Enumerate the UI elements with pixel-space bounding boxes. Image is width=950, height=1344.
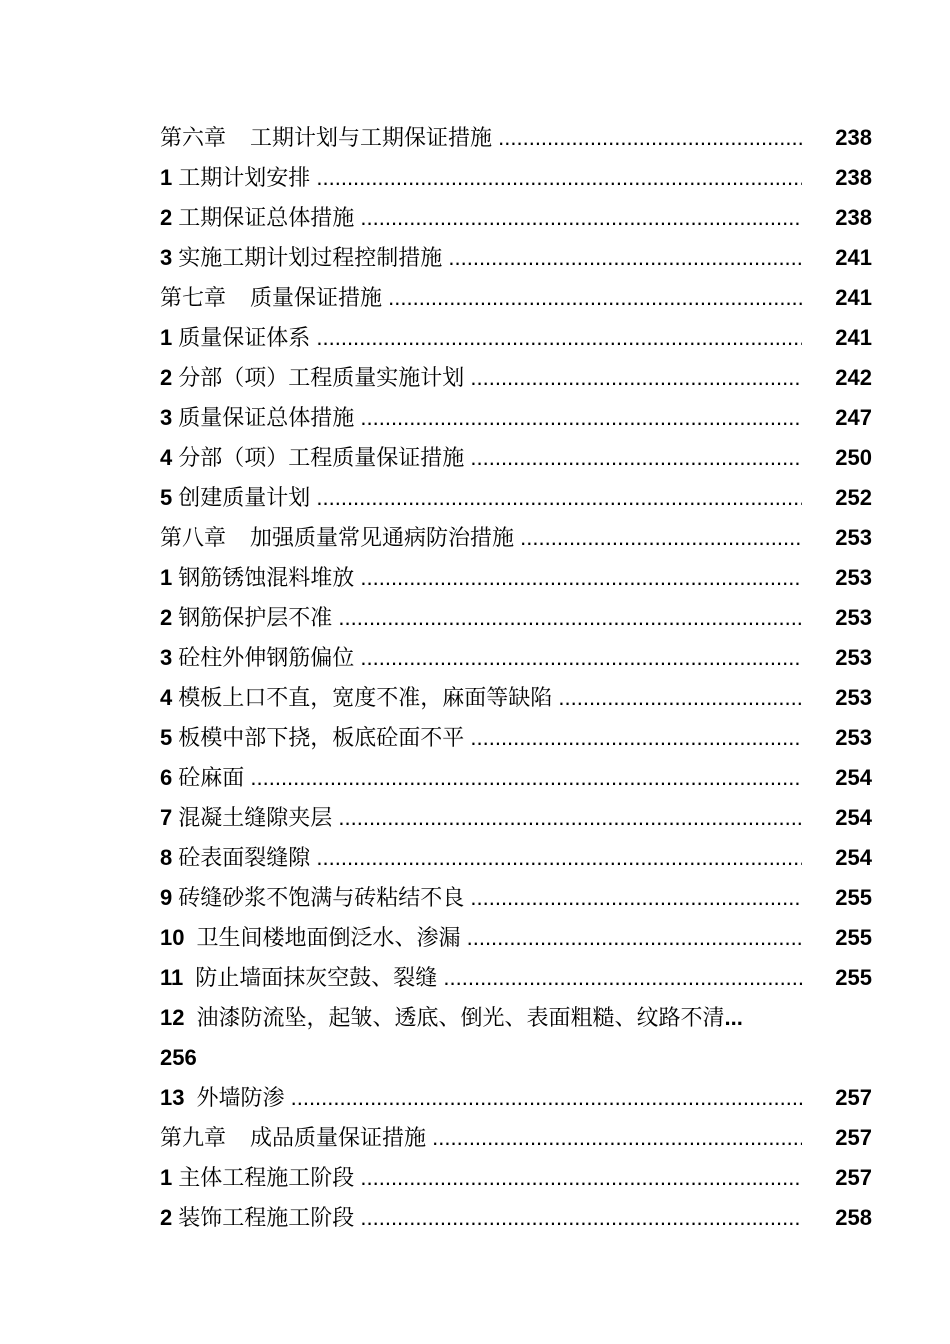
toc-entry-title: [160, 598, 802, 639]
toc-entry-title: [160, 158, 802, 199]
toc-entry-number: 3: [160, 405, 173, 430]
toc-entry-page: 257: [835, 1125, 872, 1150]
toc-leader: [160, 606, 802, 631]
toc-entry-page: 253: [835, 605, 872, 630]
toc-entry-name: 工期计划安排: [178, 166, 311, 191]
toc-entry[interactable]: [160, 838, 872, 878]
toc-entry-page: 242: [835, 365, 872, 390]
toc-entry-name: 外墙防渗: [196, 1086, 285, 1111]
toc-leader: [160, 646, 802, 671]
toc-entry-title: [160, 958, 802, 999]
toc-entry[interactable]: [160, 398, 872, 438]
toc-entry-title: [160, 118, 802, 159]
toc-entry-name: 主体工程施工阶段: [178, 1166, 355, 1191]
toc-entry[interactable]: [160, 638, 872, 678]
toc-entry-number: 4: [160, 445, 173, 470]
toc-entry-title: [160, 198, 802, 239]
toc-entry[interactable]: [160, 1078, 872, 1118]
toc-leader: [160, 366, 802, 391]
toc-entry-continuation: [160, 1038, 872, 1078]
toc-entry[interactable]: [160, 1158, 872, 1198]
toc-entry-page: 241: [835, 325, 872, 350]
toc-entry[interactable]: [160, 438, 872, 478]
toc-entry-number: 1: [160, 325, 173, 350]
toc-entry-title: [160, 478, 802, 519]
toc-entry-title: [160, 318, 802, 359]
toc-entry-name: 钢筋锈蚀混料堆放: [178, 566, 355, 591]
toc-entry[interactable]: [160, 958, 872, 998]
toc-entry-title: [160, 1078, 802, 1119]
toc-leader: [160, 886, 802, 911]
toc-chapter-name: 成品质量保证措施: [250, 1126, 427, 1151]
toc-entry[interactable]: [160, 998, 872, 1038]
toc-entry-page: 255: [835, 965, 872, 990]
toc-leader: [160, 846, 802, 871]
toc-entry-page: 253: [835, 565, 872, 590]
toc-entry-name: 板模中部下挠，板底砼面不平: [178, 726, 465, 751]
table-of-contents: [160, 118, 872, 1238]
toc-leader: [160, 126, 802, 151]
toc-entry[interactable]: [160, 1198, 872, 1238]
toc-entry-name: 实施工期计划过程控制措施: [178, 246, 443, 271]
toc-entry-title: [160, 758, 802, 799]
toc-entry-title: [160, 398, 802, 439]
toc-leader: [160, 286, 802, 311]
toc-entry-name: 砼表面裂缝隙: [178, 846, 311, 871]
toc-entry-number: 1: [160, 565, 173, 590]
toc-entry-number: 2: [160, 1205, 173, 1230]
toc-entry-name: 砼麻面: [178, 766, 245, 791]
toc-entry-page: 247: [835, 405, 872, 430]
toc-entry-title: [160, 1118, 802, 1159]
toc-entry-page: 252: [835, 485, 872, 510]
toc-entry-title: [160, 1158, 802, 1199]
toc-entry-number: 2: [160, 205, 173, 230]
toc-entry-number: 1: [160, 165, 173, 190]
toc-entry[interactable]: [160, 478, 872, 518]
toc-entry[interactable]: [160, 798, 872, 838]
toc-chapter[interactable]: [160, 278, 872, 318]
toc-entry-number: 6: [160, 765, 173, 790]
toc-chapter[interactable]: [160, 118, 872, 158]
toc-leader: [160, 206, 802, 231]
toc-entry-title: [160, 518, 802, 559]
toc-entry-name: 钢筋保护层不准: [178, 606, 333, 631]
toc-entry-number: 1: [160, 1165, 173, 1190]
toc-entry-number: 10: [160, 925, 185, 950]
toc-entry-title: [160, 438, 802, 479]
toc-leader: [160, 246, 802, 271]
toc-entry-page: 254: [835, 805, 872, 830]
toc-entry-name: 模板上口不直，宽度不准，麻面等缺陷: [178, 686, 553, 711]
toc-entry[interactable]: [160, 238, 872, 278]
toc-leader: [160, 1126, 802, 1151]
toc-entry-page: 253: [835, 685, 872, 710]
toc-entry-title: [160, 278, 802, 319]
toc-entry[interactable]: [160, 718, 872, 758]
toc-entry-title: [160, 358, 802, 399]
toc-entry-page: 257: [835, 1085, 872, 1110]
toc-leader: [160, 726, 802, 751]
toc-leader: [160, 486, 802, 511]
toc-chapter-label: 第七章: [160, 286, 227, 311]
toc-entry-name: 油漆防流坠，起皱、透底、倒光、表面粗糙、纹路不清: [196, 1006, 725, 1031]
toc-entry-title: [160, 798, 802, 839]
toc-entry-page: 255: [835, 925, 872, 950]
toc-entry-name: 质量保证总体措施: [178, 406, 355, 431]
toc-entry[interactable]: [160, 918, 872, 958]
toc-entry-number: 11: [160, 965, 184, 990]
toc-entry-number: 3: [160, 645, 173, 670]
toc-entry-page: 254: [835, 765, 872, 790]
toc-entry-title: [160, 718, 802, 759]
toc-entry-title: [160, 838, 802, 879]
toc-entry-number: 12: [160, 1005, 185, 1030]
toc-entry[interactable]: [160, 758, 872, 798]
toc-entry-name: 卫生间楼地面倒泛水、渗漏: [196, 926, 461, 951]
toc-chapter-name: 质量保证措施: [250, 286, 383, 311]
toc-chapter[interactable]: [160, 1118, 872, 1158]
toc-leader: [160, 526, 802, 551]
toc-chapter-label: 第六章: [160, 126, 227, 151]
toc-entry-page: 238: [835, 205, 872, 230]
toc-entry[interactable]: [160, 198, 872, 238]
toc-entry-title: [160, 638, 802, 679]
toc-entry-number: 8: [160, 845, 173, 870]
toc-leader: [160, 806, 802, 831]
toc-entry-number: 4: [160, 685, 173, 710]
toc-leader: [160, 966, 802, 991]
toc-leader: [160, 766, 802, 791]
toc-entry-title: [160, 918, 802, 959]
toc-chapter-name: 加强质量常见通病防治措施: [250, 526, 515, 551]
toc-entry-name: 混凝土缝隙夹层: [178, 806, 333, 831]
toc-entry[interactable]: [160, 598, 872, 638]
toc-chapter[interactable]: [160, 518, 872, 558]
toc-entry-page: 253: [835, 645, 872, 670]
toc-leader: [160, 1086, 802, 1111]
toc-entry-ellipsis: ...: [724, 1005, 743, 1030]
toc-entry-number: 9: [160, 885, 173, 910]
toc-chapter-label: 第八章: [160, 526, 227, 551]
toc-leader: [160, 326, 802, 351]
toc-entry-number: 2: [160, 365, 173, 390]
toc-entry[interactable]: [160, 318, 872, 358]
toc-entry-page: 238: [835, 125, 872, 150]
toc-leader: [160, 446, 802, 471]
toc-entry[interactable]: [160, 558, 872, 598]
toc-entry-name: 质量保证体系: [178, 326, 311, 351]
toc-entry-title: [160, 678, 802, 719]
toc-entry-number: 7: [160, 805, 173, 830]
toc-chapter-name: 工期计划与工期保证措施: [250, 126, 493, 151]
toc-entry-page: 258: [835, 1205, 872, 1230]
toc-entry-name: 防止墙面抹灰空鼓、裂缝: [195, 966, 438, 991]
toc-entry-title: [160, 878, 802, 919]
toc-entry-page: 257: [835, 1165, 872, 1190]
toc-entry-name: 砼柱外伸钢筋偏位: [178, 646, 355, 671]
toc-leader: [160, 406, 802, 431]
toc-entry-page: 253: [835, 525, 872, 550]
toc-entry-number: 3: [160, 245, 173, 270]
toc-entry-name: 装饰工程施工阶段: [178, 1206, 355, 1231]
toc-entry-page: 254: [835, 845, 872, 870]
toc-leader: [160, 1206, 802, 1231]
toc-entry-name: 分部（项）工程质量保证措施: [178, 446, 465, 471]
toc-entry-title: [160, 1198, 802, 1239]
toc-entry-name: 创建质量计划: [178, 486, 311, 511]
toc-entry-number: 5: [160, 485, 173, 510]
toc-entry-page: 241: [835, 285, 872, 310]
toc-entry[interactable]: [160, 158, 872, 198]
toc-leader: [160, 566, 802, 591]
toc-entry-page: 253: [835, 725, 872, 750]
toc-entry[interactable]: [160, 678, 872, 718]
toc-entry-number: 5: [160, 725, 173, 750]
toc-entry-page: 250: [835, 445, 872, 470]
toc-entry-page: 241: [835, 245, 872, 270]
toc-entry-title: [160, 998, 872, 1039]
toc-entry-name: 工期保证总体措施: [178, 206, 355, 231]
toc-entry-number: 13: [160, 1085, 185, 1110]
toc-leader: [160, 686, 802, 711]
toc-entry-page: 255: [835, 885, 872, 910]
toc-entry-page: 256: [160, 1045, 197, 1070]
toc-entry-title: [160, 558, 802, 599]
toc-entry-page: 238: [835, 165, 872, 190]
toc-entry-name: 砖缝砂浆不饱满与砖粘结不良: [178, 886, 465, 911]
toc-entry[interactable]: [160, 358, 872, 398]
toc-leader: [160, 1166, 802, 1191]
toc-leader: [160, 926, 802, 951]
toc-leader: [160, 166, 802, 191]
toc-entry-number: 2: [160, 605, 173, 630]
toc-entry[interactable]: [160, 878, 872, 918]
toc-entry-name: 分部（项）工程质量实施计划: [178, 366, 465, 391]
toc-entry-title: [160, 238, 802, 279]
toc-chapter-label: 第九章: [160, 1126, 227, 1151]
